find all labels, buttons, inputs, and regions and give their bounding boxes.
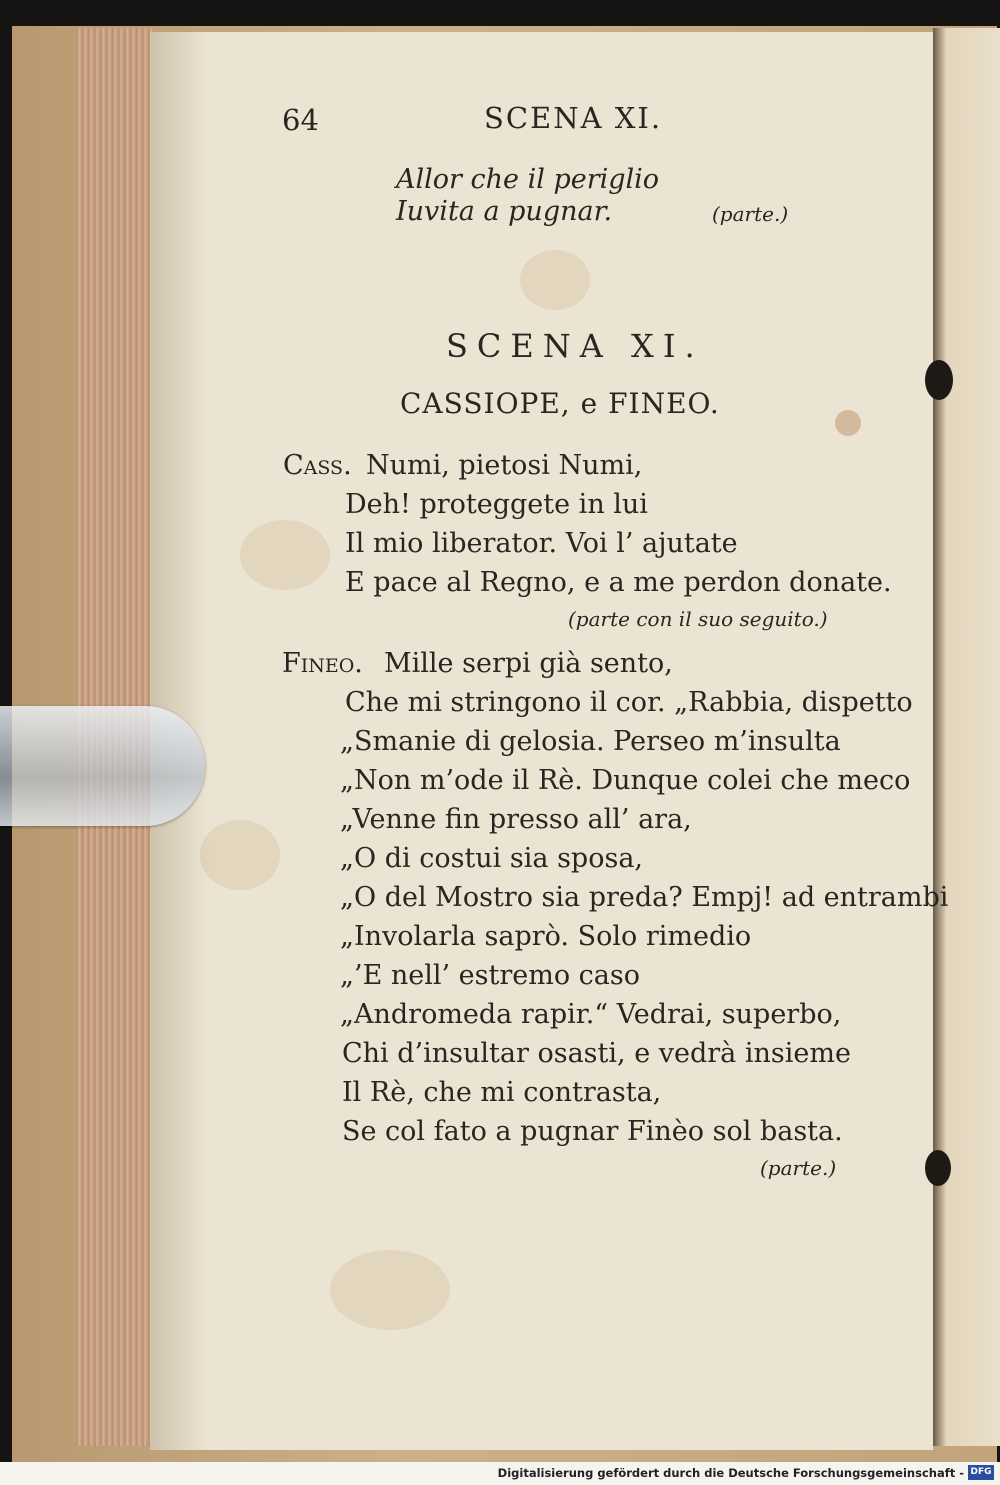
verse-line: „’E nell’ estremo caso bbox=[340, 960, 641, 991]
running-head: SCENA XI. bbox=[484, 101, 663, 135]
song-line: Iuvita a pugnar. bbox=[396, 196, 613, 227]
foxing-stain bbox=[520, 250, 590, 310]
verse-line: „Andromeda rapir.“ Vedrai, superbo, bbox=[340, 999, 842, 1030]
page-number: 64 bbox=[282, 103, 319, 137]
verse-line: Che mi stringono il cor. „Rabbia, dispetto bbox=[345, 687, 913, 718]
song-line: Allor che il periglio bbox=[396, 164, 660, 195]
verse-line: Numi, pietosi Numi, bbox=[366, 450, 643, 481]
verse-line: Mille serpi già sento, bbox=[384, 648, 673, 679]
verse-line: „O di costui sia sposa, bbox=[340, 843, 643, 874]
page-notch bbox=[925, 1150, 951, 1186]
verse-line: „O del Mostro sia preda? Empj! ad entrambi bbox=[340, 882, 949, 913]
foxing-stain bbox=[330, 1250, 450, 1330]
dfg-logo: DFG bbox=[968, 1465, 994, 1480]
funding-credit: Digitalisierung gefördert durch die Deutsche Forschungsgemeinschaft - bbox=[497, 1466, 964, 1480]
speaker-label: Fineo. bbox=[282, 648, 363, 679]
speaker-label: Cass. bbox=[283, 450, 352, 481]
verse-line: „Involarla saprò. Solo rimedio bbox=[340, 921, 752, 952]
verse-line: „Venne fin presso all’ ara, bbox=[340, 804, 692, 835]
scene-characters: CASSIOPE, e FINEO. bbox=[400, 387, 720, 420]
stage-direction: (parte con il suo seguito.) bbox=[568, 607, 828, 631]
stage-direction: (parte.) bbox=[712, 202, 789, 226]
foxing-stain bbox=[200, 820, 280, 890]
foxing-stain bbox=[835, 410, 861, 436]
foxing-stain bbox=[240, 520, 330, 590]
verse-line: Il Rè, che mi contrasta, bbox=[342, 1077, 662, 1108]
verse-line: Deh! proteggete in lui bbox=[345, 489, 648, 520]
page-clip bbox=[0, 706, 205, 826]
verse-line: Se col fato a pugnar Finèo sol basta. bbox=[342, 1116, 843, 1147]
scene-heading: SCENA XI. bbox=[446, 327, 704, 365]
stage-direction: (parte.) bbox=[760, 1156, 837, 1180]
verse-line: Chi d’insultar osasti, e vedrà insieme bbox=[342, 1038, 851, 1069]
verse-line: E pace al Regno, e a me perdon donate. bbox=[345, 567, 892, 598]
verse-line: „Non m’ode il Rè. Dunque colei che meco bbox=[340, 765, 911, 796]
facing-page-edge bbox=[933, 28, 1000, 1446]
verse-line: Il mio liberator. Voi l’ ajutate bbox=[345, 528, 738, 559]
verse-line: „Smanie di gelosia. Perseo m’insulta bbox=[340, 726, 841, 757]
page-notch bbox=[925, 360, 953, 400]
footer-bar bbox=[0, 1462, 1000, 1485]
